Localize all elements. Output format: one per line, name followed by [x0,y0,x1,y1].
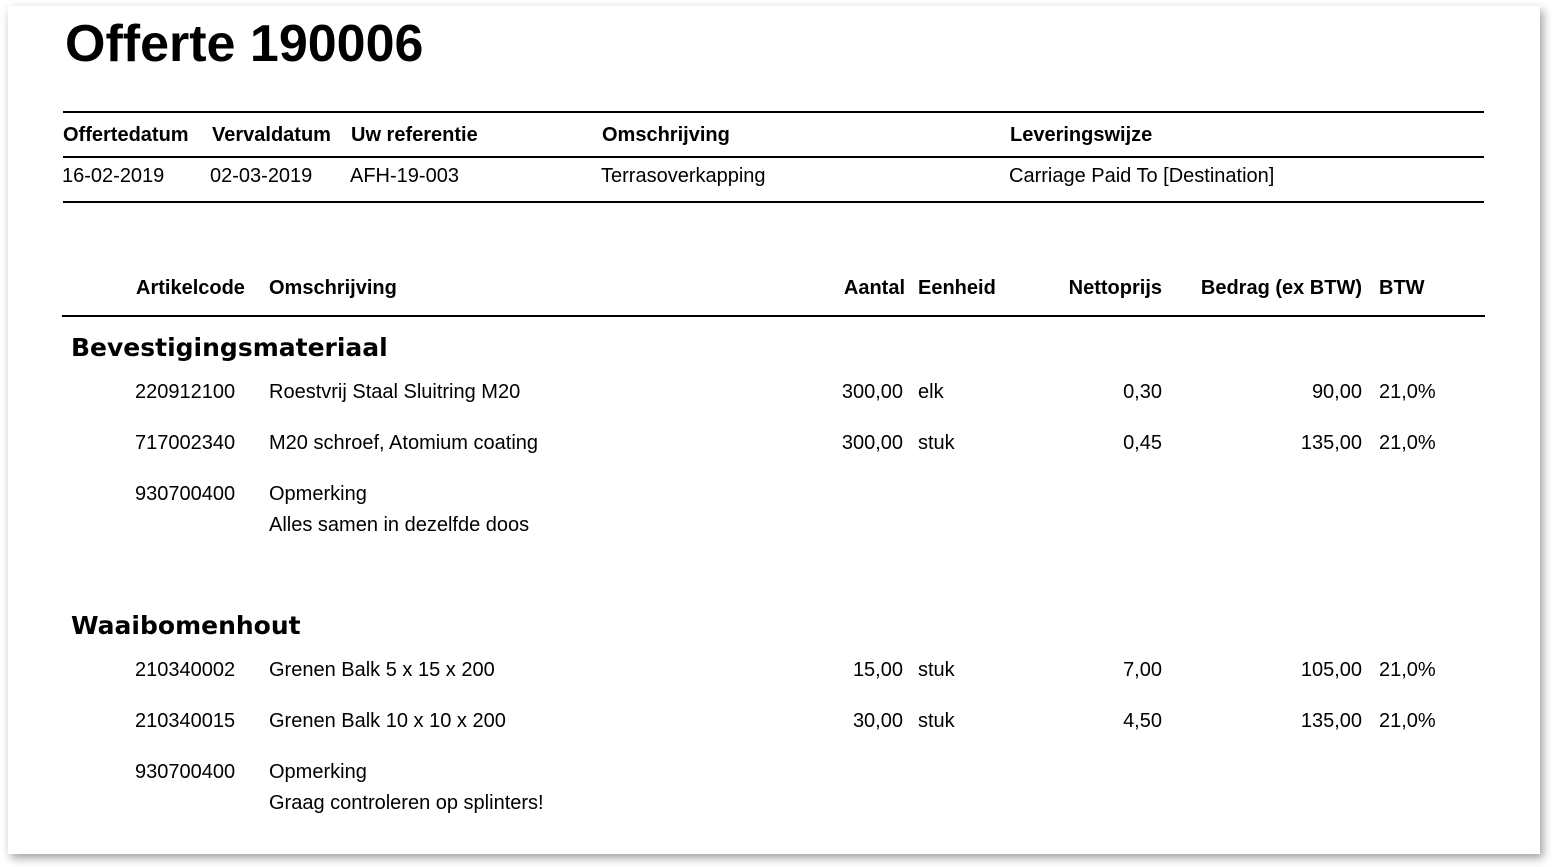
cell-btw: 21,0% [1379,659,1436,681]
cell-eenheid: elk [918,381,944,403]
header-leveringswijze: Leveringswijze [1010,124,1153,146]
cell-aantal: 15,00 [852,659,903,681]
column-header-nettoprijs: Nettoprijs [1068,277,1162,299]
value-offertedatum: 16-02-2019 [62,165,165,187]
cell-aantal: 30,00 [852,710,903,732]
cell-nettoprijs: 0,30 [1123,381,1162,403]
column-header-omschrijving: Omschrijving [269,277,397,299]
cell-omschrijving: Grenen Balk 10 x 10 x 200 [269,710,506,732]
value-uw-referentie: AFH-19-003 [350,165,459,187]
cell-btw: 21,0% [1379,710,1436,732]
cell-artikelcode: 220912100 [135,381,236,403]
cell-bedrag: 135,00 [1300,432,1362,454]
cell-omschrijving: Grenen Balk 5 x 15 x 200 [269,659,495,681]
cell-eenheid: stuk [918,432,955,454]
cell-artikelcode: 210340002 [135,659,236,681]
cell-eenheid: stuk [918,710,955,732]
cell-omschrijving: M20 schroef, Atomium coating [269,432,539,454]
cell-bedrag: 105,00 [1300,659,1362,681]
group-title: Bevestigingsmateriaal [71,333,388,362]
column-header-btw: BTW [1379,277,1425,299]
header-vervaldatum: Vervaldatum [212,124,331,146]
cell-aantal: 300,00 [841,381,903,403]
value-leveringswijze: Carriage Paid To [Destination] [1009,165,1275,187]
cell-nettoprijs: 0,45 [1123,432,1162,454]
cell-artikelcode: 930700400 [135,761,236,783]
value-vervaldatum: 02-03-2019 [210,165,313,187]
cell-note: Alles samen in dezelfde doos [269,514,530,536]
cell-aantal: 300,00 [841,432,903,454]
header-uw-referentie: Uw referentie [351,124,478,146]
column-header-artikelcode: Artikelcode [136,277,245,299]
cell-note: Graag controleren op splinters! [269,792,544,814]
header-offertedatum: Offertedatum [63,124,189,146]
cell-nettoprijs: 7,00 [1123,659,1162,681]
value-omschrijving: Terrasoverkapping [601,165,766,187]
page-title: Offerte 190006 [65,15,424,73]
header-omschrijving: Omschrijving [602,124,730,146]
cell-bedrag: 135,00 [1300,710,1362,732]
document-page [8,6,1540,854]
divider [62,315,1485,317]
column-header-aantal: Aantal [843,277,905,299]
column-header-eenheid: Eenheid [918,277,996,299]
cell-artikelcode: 210340015 [135,710,236,732]
divider [63,111,1484,113]
cell-omschrijving: Opmerking [269,761,367,783]
cell-eenheid: stuk [918,659,955,681]
cell-bedrag: 90,00 [1311,381,1362,403]
cell-btw: 21,0% [1379,381,1436,403]
cell-omschrijving: Roestvrij Staal Sluitring M20 [269,381,521,403]
cell-artikelcode: 930700400 [135,483,236,505]
divider [63,156,1484,158]
group-title: Waaibomenhout [71,611,301,640]
column-header-bedrag: Bedrag (ex BTW) [1200,277,1362,299]
cell-nettoprijs: 4,50 [1123,710,1162,732]
cell-omschrijving: Opmerking [269,483,367,505]
divider [63,201,1484,203]
cell-artikelcode: 717002340 [135,432,236,454]
cell-btw: 21,0% [1379,432,1436,454]
